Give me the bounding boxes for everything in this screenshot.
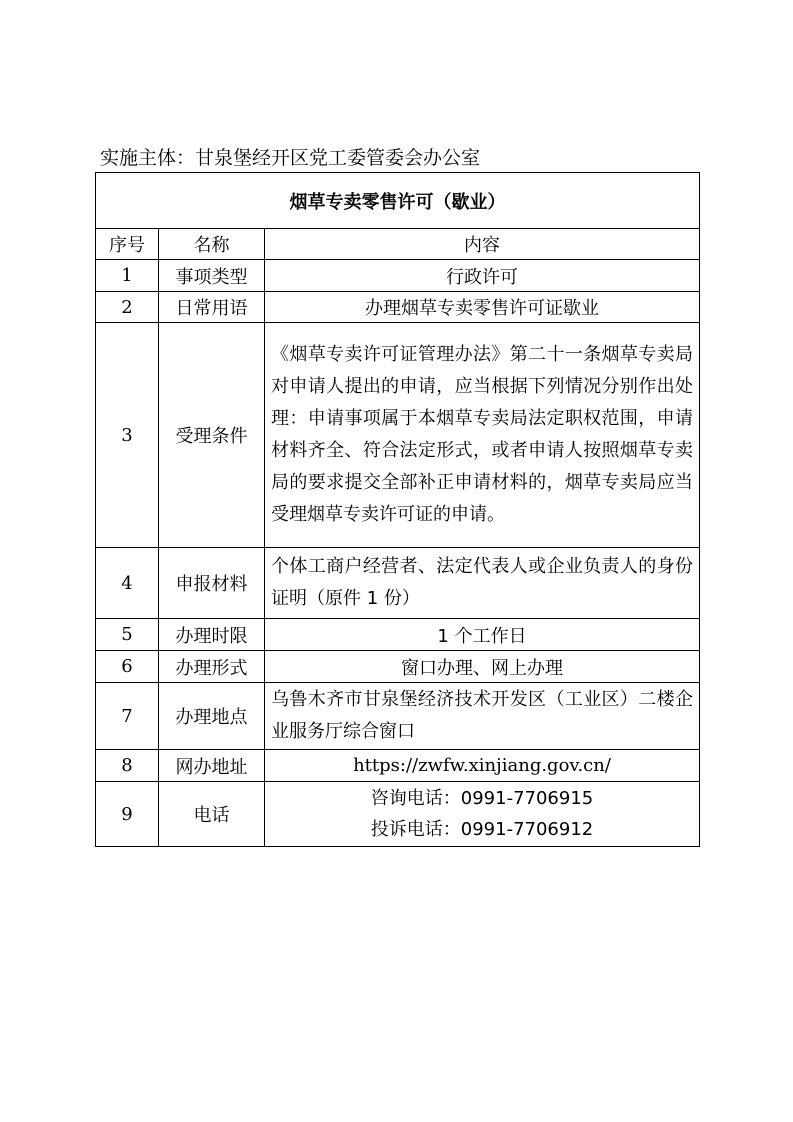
row-name: 日常用语 <box>159 292 265 323</box>
row-content: 乌鲁木齐市甘泉堡经济技术开发区（工业区）二楼企业服务厅综合窗口 <box>265 683 700 750</box>
row-name: 事项类型 <box>159 260 265 292</box>
row-content: 办理烟草专卖零售许可证歇业 <box>265 292 700 323</box>
row-content: 窗口办理、网上办理 <box>265 651 700 683</box>
table-row <box>96 782 700 847</box>
implementing-body: 实施主体：甘泉堡经开区党工委管委会办公室 <box>100 147 481 169</box>
row-number: 8 <box>96 750 159 782</box>
table-row <box>96 750 700 782</box>
row-number: 6 <box>96 651 159 683</box>
table-row <box>96 548 700 619</box>
row-content-url: https://zwfw.xinjiang.gov.cn/ <box>265 750 700 782</box>
table-row <box>96 619 700 651</box>
row-name: 办理时限 <box>159 619 265 651</box>
table-header-row <box>96 229 700 260</box>
row-name: 办理形式 <box>159 651 265 683</box>
row-name: 申报材料 <box>159 548 265 619</box>
row-number: 9 <box>96 782 159 847</box>
table-row <box>96 651 700 683</box>
row-number: 4 <box>96 548 159 619</box>
complaint-phone: 投诉电话：0991-7706912 <box>370 819 594 840</box>
table-row <box>96 292 700 323</box>
row-number: 7 <box>96 683 159 750</box>
column-header-no: 序号 <box>96 229 159 260</box>
row-name: 电话 <box>159 782 265 847</box>
table-row <box>96 260 700 292</box>
table-row <box>96 683 700 750</box>
column-header-name: 名称 <box>159 229 265 260</box>
service-info-table <box>95 172 700 847</box>
column-header-content: 内容 <box>265 229 700 260</box>
row-content: 《烟草专卖许可证管理办法》第二十一条烟草专卖局对申请人提出的申请，应当根据下列情况分别作出处理：申请事项属于本烟草专卖局法定职权范围，申请材料齐全、符合法定形式，或者申请人按照烟草专卖局的要求提交全部补正申请材料的，烟草专卖局应当受理烟草专卖许可证的申请。 <box>265 323 700 548</box>
row-content: 行政许可 <box>265 260 700 292</box>
consult-phone: 咨询电话：0991-7706915 <box>370 788 594 809</box>
row-name: 受理条件 <box>159 323 265 548</box>
row-number: 1 <box>96 260 159 292</box>
row-number: 2 <box>96 292 159 323</box>
row-name: 网办地址 <box>159 750 265 782</box>
row-content-phones <box>265 782 700 847</box>
table-title: 烟草专卖零售许可（歇业） <box>96 173 700 229</box>
table-title-row <box>96 173 700 229</box>
row-content: 1 个工作日 <box>265 619 700 651</box>
table-row <box>96 323 700 548</box>
row-content: 个体工商户经营者、法定代表人或企业负责人的身份证明（原件 1 份） <box>265 548 700 619</box>
row-number: 5 <box>96 619 159 651</box>
row-number: 3 <box>96 323 159 548</box>
row-name: 办理地点 <box>159 683 265 750</box>
